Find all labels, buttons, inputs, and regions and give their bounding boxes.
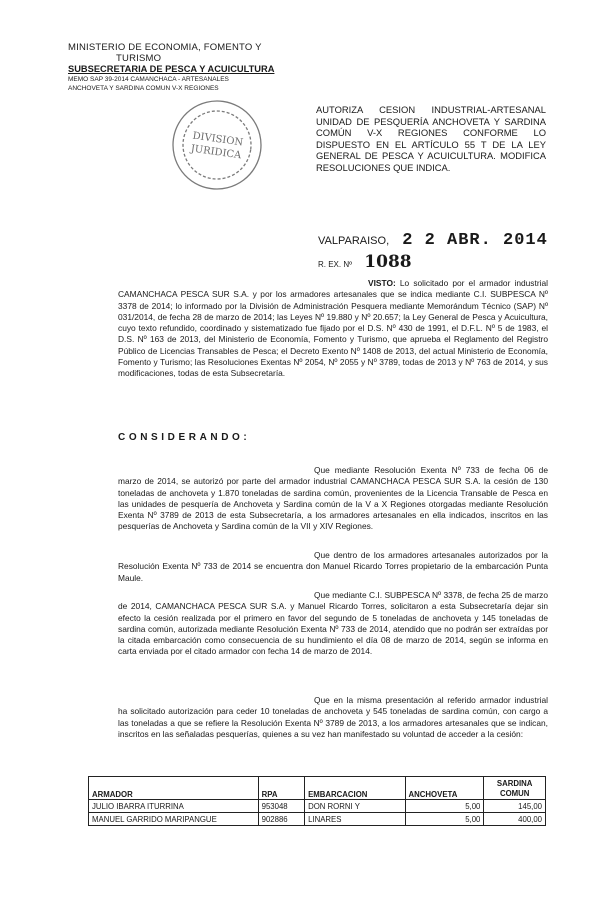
stamp-text-line2: JURIDICA [190,143,242,162]
cell-armador: MANUEL GARRIDO MARIPANGUE [89,813,259,826]
table-row [89,813,546,826]
table-row [89,800,546,813]
resolution-number-line [318,252,412,272]
cell-armador: JULIO IBARRA ITURRINA [89,800,259,813]
header-sardina-comun: SARDINA COMUN [484,777,546,800]
ministry-name-line2: TURISMO [116,53,162,64]
considerando-paragraph-4 [118,695,548,740]
visto-label: VISTO: [368,278,396,288]
division-juridica-stamp [162,90,272,200]
considerando-heading: CONSIDERANDO: [118,432,251,443]
date-city: VALPARAISO, [318,235,390,247]
resolution-number: 1088 [364,252,412,272]
subsecretaria-name: SUBSECRETARIA DE PESCA Y ACUICULTURA [68,64,275,74]
header-rpa: RPA [258,777,304,800]
memo-reference-line2: ANCHOVETA Y SARDINA COMUN V-X REGIONES [68,84,219,92]
paragraph-2-text: Que dentro de los armadores artesanales autorizados por la Resolución Exenta Nº 733 de 2014 se encuentra don Manuel Ricardo Torres propietario de la embarcación Punta Maule. [118,550,548,583]
header-armador: ARMADOR [89,777,259,800]
cell-embarcacion: LINARES [305,813,405,826]
cell-anchoveta: 5,00 [405,813,484,826]
considerando-paragraph-1 [118,465,548,533]
cell-anchoveta: 5,00 [405,800,484,813]
header-embarcacion: EMBARCACION [305,777,405,800]
considerando-paragraph-3 [118,590,548,658]
paragraph-3-text: Que mediante C.I. SUBPESCA Nº 3378, de fecha 25 de marzo de 2014, CAMANCHACA PESCA SUR S.A. y Manuel Ricardo Torres, solicitaron a esta Subsecretaría dejar sin efecto la cesión realizada por el primero en favor del segundo de 5 toneladas de anchoveta y 145 toneladas de sardina común, autorizada mediante Resolución Exenta Nº 733 de 2014, atendido que no podrán ser extraídas por la citada embarcación como consecuencia de su hundimiento el día 08 de marzo de 2014, según se informa en carta enviada por el citado armador con fecha 14 de marzo de 2014. [118,590,548,657]
date-stamp: 2 2 ABR. 2014 [402,231,548,250]
visto-text: Lo solicitado por el armador industrial CAMANCHACA PESCA SUR S.A. y por los armadores artesanales que se indica mediante C.I. SUBPESCA Nº 3378 de 2014; lo informado por la División de Administración Pesquera mediante Memorándum Técnico (SAP) Nº 031/2014, de fecha 28 de marzo de 2014; las Leyes Nº 19.880 y Nº 20.657; la Ley General de Pesca y Acuicultura, cuyo texto refundido, coordinado y sistematizado fue fijado por el D.S. Nº 430 de 1991, el D.F.L. Nº 5 de 1983, el D.S. Nº 163 de 2013, del Ministerio de Economía, Fomento y Turismo, que aprueba el Reglamento del Registro Público de Licencias Transables de Pesca; el Decreto Exento Nº 1408 de 2013, del actual Ministerio de Economía, Fomento y Turismo; las Resoluciones Exentas Nº 2054, Nº 2055 y Nº 3789, todas de 2013 y Nº 763 de 2014, y sus modificaciones, todas de esta Subsecretaría. [118,278,548,379]
paragraph-4-text: Que en la misma presentación al referido armador industrial ha solicitado autorización para ceder 10 toneladas de anchoveta y 545 toneladas de sardina común, con cargo a las toneladas a que se refiere la Resolución Exenta Nº 3789 de 2013, a los armadores artesanales que se indican, inscritos en las señaladas pesquerías, quienes a su vez han manifestado su voluntad de acceder a la cesión: [118,695,548,739]
cell-sardina: 145,00 [484,800,546,813]
visto-paragraph [118,278,548,380]
cell-rpa: 902886 [258,813,304,826]
ministry-name-line1: MINISTERIO DE ECONOMIA, FOMENTO Y [68,42,262,53]
cell-embarcacion: DON RORNI Y [305,800,405,813]
memo-reference-line1: MEMO SAP 39-2014 CAMANCHACA - ARTESANALES [68,76,229,83]
cession-table [88,776,546,826]
table-header-row [89,777,546,800]
header-anchoveta: ANCHOVETA [405,777,484,800]
cell-rpa: 953048 [258,800,304,813]
stamp-text-line1: DIVISION [191,130,244,149]
considerando-paragraph-2 [118,550,548,584]
date-line [318,231,548,250]
ministry-header [68,42,288,92]
resolution-number-label: R. EX. Nº [318,260,353,269]
paragraph-1-text: Que mediante Resolución Exenta Nº 733 de fecha 06 de marzo de 2014, se autorizó por parte del armador industrial CAMANCHACA PESCA SUR S.A. la cesión de 130 toneladas de anchoveta y 1.870 toneladas de sardina común, provenientes de la Licencia Transable de Pesca en las unidades de pesquería de Anchoveta y Sardina común de la V a X Regiones otorgadas mediante Resolución Exenta Nº 3789 de 2013 de esta Subsecretaría, a los armadores artesanales en ella indicados, inscritos en las pesquerías de Anchoveta y Sardina común de la VII y XIV Regiones. [118,465,548,532]
cell-sardina: 400,00 [484,813,546,826]
resolution-title: AUTORIZA CESION INDUSTRIAL-ARTESANAL UNIDAD DE PESQUERÍA ANCHOVETA Y SARDINA COMÚN V-X REGIONES CONFORME LO DISPUESTO EN EL ARTÍCULO 55 T DE LA LEY GENERAL DE PESCA Y ACUICULTURA. MODIFICA RESOLUCIONES QUE INDICA. [316,104,546,173]
